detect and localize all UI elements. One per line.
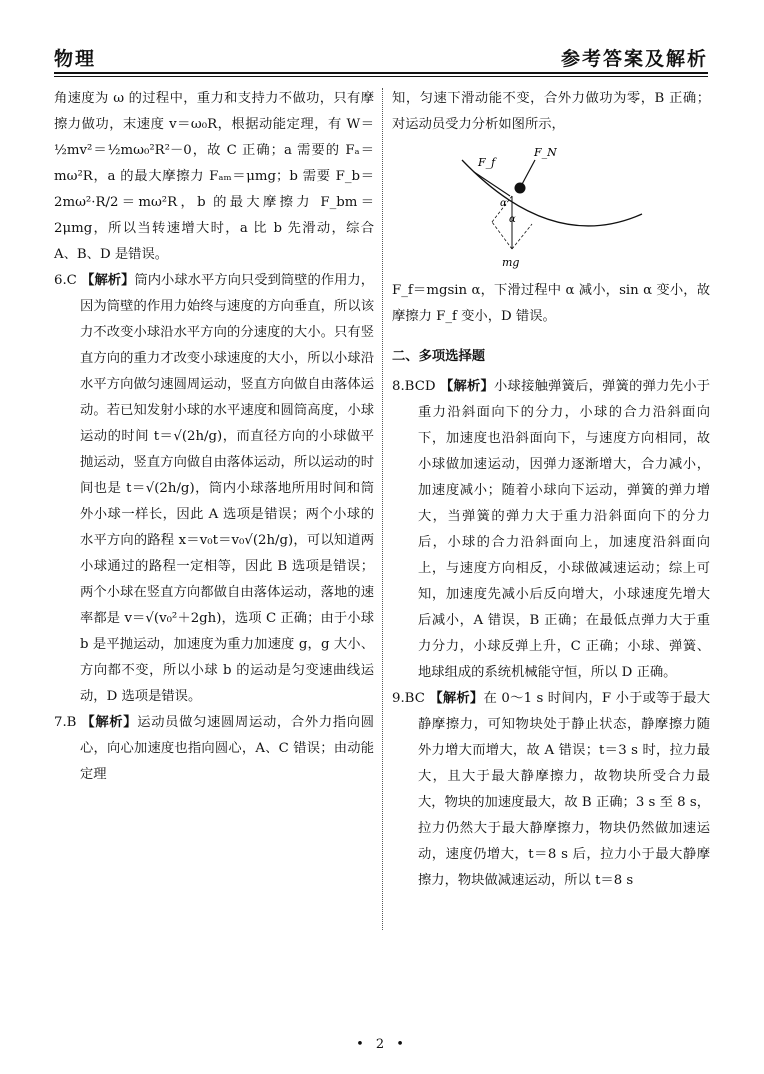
analysis-tag: 【解析】 [81,273,135,288]
analysis-paragraph: F_f＝mgsin α，下滑过程中 α 减小，sin α 变小，故摩擦力 F_f 变小，D 错误。 [392,283,710,324]
answer-9 [392,686,710,894]
column-divider [382,88,383,930]
normal-arrow [520,160,535,188]
friction-arrow [474,172,510,196]
ff-label: F_f [478,156,496,169]
answer-text: 筒内小球水平方向只受到筒壁的作用力，因为筒壁的作用力始终与速度的方向垂直，所以该力不改变小球沿水平方向的分速度的大小。只有竖直方向的重力才改变小球速度的大小，所以小球沿水平方向做匀速圆周运动，竖直方向做自由落体运动。若已知发射小球的水平速度和圆筒高度，小球运动的时间 t＝√(2h/g)，而直径方向的小球做平抛运动，竖直方向做自由落体运动，所以运动的时间也是 t＝√(2h/g)，筒内小球落地所用时间和筒外小球一样长，因此 A 选项是错误；两个小球的水平方向的路程 x＝v₀t＝v₀√(2h/g)，可以知道两小球通过的路程一定相等，因此 B 选项是错误；两个小球在竖直方向都做自由落体运动，落地的速率都是 v＝√(v₀²＋2gh)，选项 C 正确；由于小球 b 是平抛运动，加速度为重力加速度 g，g 大小、方向都不变，所以小球 b 的运动是匀变速曲线运动，D 选项是错误。 [80,273,375,704]
page-header [54,40,708,76]
analysis-tag: 【解析】 [440,379,495,394]
subject-label: 物理 [54,48,97,70]
section-heading: 二、多项选择题 [392,349,486,364]
answer-7 [54,710,374,788]
component-dash [492,222,512,249]
mg-label: mg [502,256,520,269]
right-column [392,86,710,894]
component-dash [512,224,532,249]
answer-text: 在 0～1 s 时间内，F 小于或等于最大静摩擦力，可知物块处于静止状态，静摩擦力随外力增大而增大，故 A 错误；t＝3 s 时，拉力最大，且大于最大静摩擦力，故物块所受合力最大，物块的加速度最大，故 B 正确；3 s 至 8 s，拉力仍然大于最大静摩擦力，物块仍然做加速运动，速度仍增大，t＝8 s 后，拉力小于最大静摩擦力，物块做减速运动，所以 t＝8 s [418,691,710,888]
answer-6 [54,268,374,710]
alpha-label: α [509,214,516,225]
force-diagram [392,144,710,274]
question-number: 6.C [54,273,77,288]
slope-curve [462,160,642,226]
header-rule [54,72,708,74]
left-column [54,86,374,788]
question-number: 9.BC [392,691,425,706]
continuation-paragraph: 知，匀速下滑动能不变，合外力做功为零，B 正确；对运动员受力分析如图所示， [392,91,710,132]
answer-text: 小球接触弹簧后，弹簧的弹力先小于重力沿斜面向下的分力，小球的合力沿斜面向下，加速度也沿斜面向下，与速度方向相同，故小球做加速运动，因弹力逐渐增大，合力减小，加速度减小；随着小球向下运动，弹簧的弹力增大，当弹簧的弹力大于重力沿斜面向下的分力后，小球的合力沿斜面向上，加速度沿斜面向上，与速度方向相反，小球做减速运动；综上可知，加速度先减小后反向增大，小球速度先增大后减小，A 错误，B 正确；在最低点弹力大于重力分力，小球反弹上升，C 正确；小球、弹簧、地球组成的系统机械能守恒，所以 D 正确。 [418,379,711,680]
answer-8 [392,374,710,686]
fn-label: F_N [534,146,557,159]
header-rule-thin [54,76,708,77]
alpha-label: α [500,198,507,209]
page-number: • 2 • [356,1037,408,1052]
question-number: 7.B [54,715,77,730]
analysis-tag: 【解析】 [429,691,484,706]
continuation-paragraph: 角速度为 ω 的过程中，重力和支持力不做功，只有摩擦力做功，末速度 v＝ω₀R，根据动能定理，有 W＝½mv²＝½mω₀²R²－0，故 C 正确；a 需要的 Fₐ＝mω²R，a 的最大摩擦力 Fₐₘ＝μmg；b 需要 F_b＝2mω²·R/2＝mω²R，b 的最大摩擦力 F_bm＝2μmg，所以当转速增大时，a 比 b 先滑动，综合 A、B、D 是错误。 [54,91,374,262]
question-number: 8.BCD [392,379,436,394]
force-diagram-svg [392,144,710,274]
answer-text: 运动员做匀速圆周运动，合外力指向圆心，向心加速度也指向圆心，A、C 错误；由动能定理 [80,715,375,782]
header-title: 参考答案及解析 [560,48,708,70]
analysis-tag: 【解析】 [81,715,138,730]
